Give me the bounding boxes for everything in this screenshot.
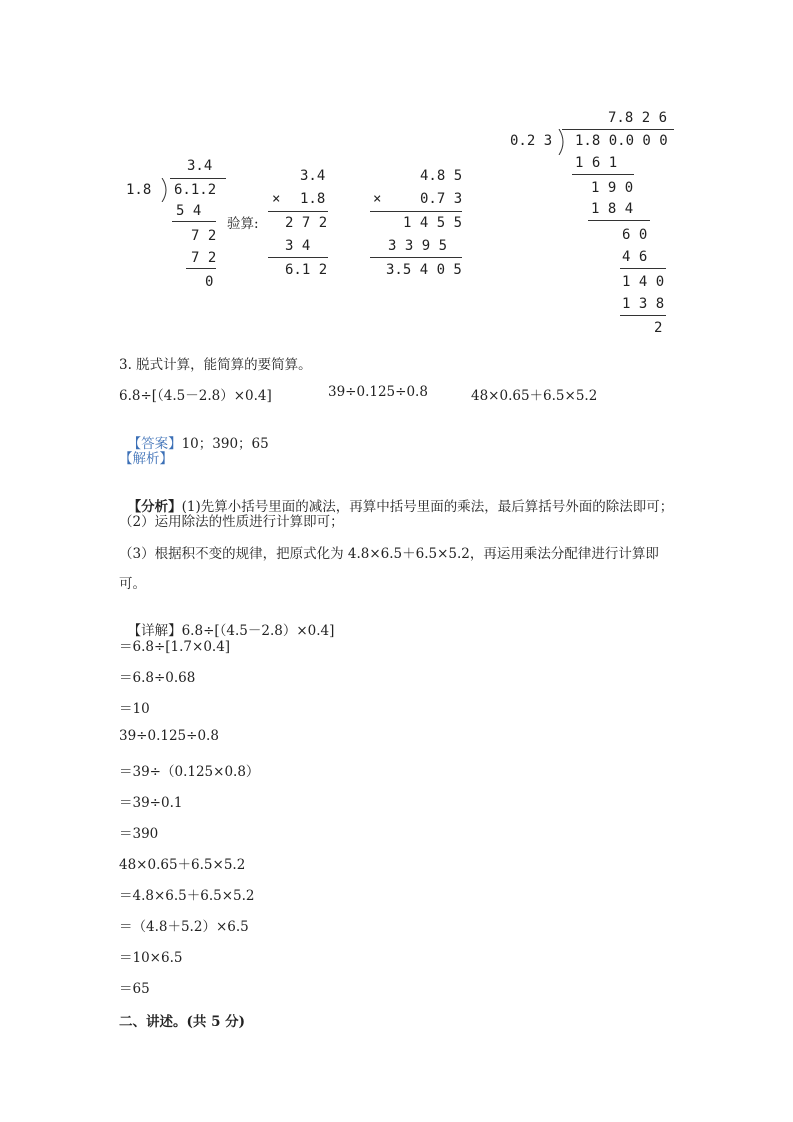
detail-step: 48×0.65＋6.5×5.2 [119, 857, 246, 873]
division-quotient: 3.4 [187, 158, 213, 174]
division-step: 7 2 [191, 228, 217, 244]
division-line [588, 220, 650, 221]
mul-bottom: 1.8 [300, 191, 326, 207]
analysis-head: 【分析】 [127, 499, 182, 515]
mul-line [370, 257, 462, 258]
detail-step: ＝6.8÷[1.7×0.4] [119, 639, 231, 655]
detail-step: ＝39÷（0.125×0.8） [119, 764, 260, 780]
detail-step: 39÷0.125÷0.8 [119, 728, 219, 744]
detail-step: ＝（4.8＋5.2）×6.5 [119, 919, 249, 935]
expression-1: 6.8÷[（4.5－2.8）×0.4] [119, 388, 272, 404]
division-bracket [557, 129, 569, 155]
mul-bottom: 0.7 3 [420, 191, 463, 207]
division-step: 5 4 [176, 203, 202, 219]
division-line [620, 315, 666, 316]
division-divisor: 0.2 3 [510, 133, 553, 149]
division-step: 1 4 0 [622, 274, 665, 290]
mul-partial: 3 3 9 5 [388, 238, 448, 254]
division-dividend: 1.8 0.0 0 0 [575, 133, 668, 149]
detail-step: ＝10×6.5 [119, 950, 183, 966]
division-bar [562, 129, 674, 130]
division-divisor: 1.8 [126, 182, 152, 198]
check-label: 验算: [227, 216, 259, 232]
detail-step: ＝4.8×6.5＋6.5×5.2 [119, 888, 255, 904]
division-step: 2 [654, 320, 663, 336]
division-step: 0 [205, 274, 214, 290]
division-line [572, 174, 634, 175]
detail-step: ＝65 [119, 981, 150, 997]
answer-tag: 【答案】 [127, 436, 182, 452]
mul-top: 4.8 5 [420, 168, 463, 184]
division-quotient: 7.8 2 6 [608, 110, 668, 126]
mul-partial: 1 4 5 5 [403, 215, 463, 231]
division-line [172, 221, 216, 222]
section-title: 二、讲述。(共 5 分) [119, 1014, 246, 1030]
division-bracket [160, 178, 172, 202]
expression-2: 39÷0.125÷0.8 [328, 384, 428, 400]
analysis-tag: 【解析】 [119, 451, 173, 467]
analysis-line-3-cont: 可。 [119, 576, 146, 592]
mul-result: 3.5 4 0 5 [386, 262, 462, 278]
division-line [186, 268, 216, 269]
division-step: 7 2 [191, 250, 217, 266]
answer-value: 10；390；65 [181, 436, 269, 452]
detail-step: ＝390 [119, 826, 159, 842]
division-step: 1 8 4 [591, 201, 634, 217]
mul-operator: × [272, 191, 281, 207]
question-title: 3. 脱式计算，能简算的要简算。 [119, 357, 312, 373]
detail-step: ＝39÷0.1 [119, 795, 183, 811]
mul-top: 3.4 [300, 168, 326, 184]
detail-step: ＝10 [119, 701, 150, 717]
mul-result: 6.1 2 [285, 262, 328, 278]
analysis-line-2: （2）运用除法的性质进行计算即可； [119, 514, 344, 530]
mul-operator: × [373, 191, 382, 207]
mul-partial: 3 4 [285, 238, 311, 254]
division-dividend: 6.1.2 [174, 182, 217, 198]
mul-line [268, 211, 328, 212]
mul-line [370, 211, 462, 212]
detail-tag: 【详解】 [127, 623, 182, 639]
division-step: 1 9 0 [591, 180, 634, 196]
division-step: 1 3 8 [622, 296, 665, 312]
detail-step: 6.8÷[（4.5－2.8）×0.4] [181, 623, 335, 639]
division-step: 4 6 [622, 249, 648, 265]
analysis-line-3: （3）根据积不变的规律，把原式化为 4.8×6.5＋6.5×5.2，再运用乘法分配律进行计算即 [119, 546, 659, 562]
division-step: 1 6 1 [575, 155, 618, 171]
detail-step: ＝6.8÷0.68 [119, 670, 196, 686]
division-line [620, 268, 666, 269]
division-bar [170, 178, 226, 179]
division-step: 6 0 [622, 227, 648, 243]
expression-3: 48×0.65＋6.5×5.2 [471, 388, 598, 404]
mul-partial: 2 7 2 [285, 215, 328, 231]
detail-line-first [119, 603, 334, 639]
analysis-text-1: (1)先算小括号里面的减法，再算中括号里面的乘法，最后算括号外面的除法即可； [181, 499, 674, 515]
mul-line [268, 257, 328, 258]
